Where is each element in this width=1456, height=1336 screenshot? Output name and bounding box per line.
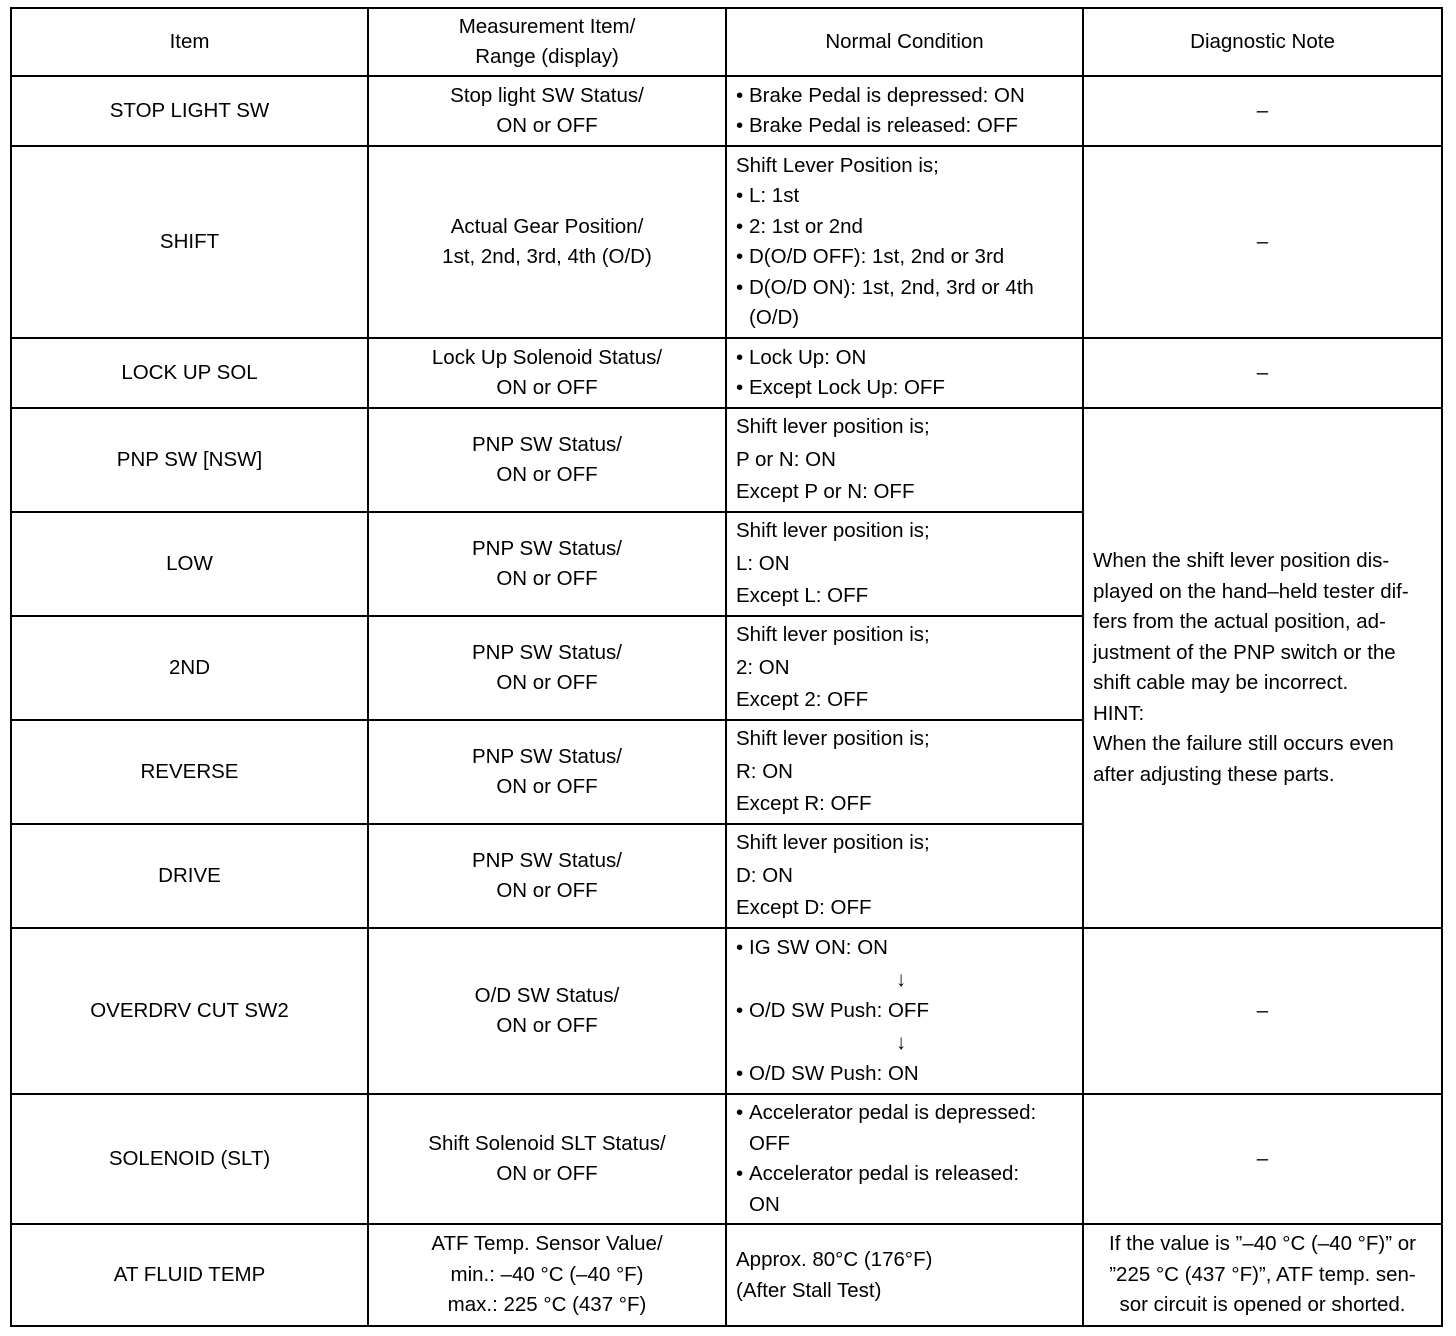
table-row (11, 338, 1442, 408)
bullet: • (736, 83, 744, 107)
header-measurement: Measurement Item/ Range (display) (368, 8, 726, 76)
header-diagnostic-note: Diagnostic Note (1083, 8, 1442, 76)
condition-cell: Approx. 80°C (176°F) (After Stall Test) (726, 1224, 1083, 1326)
bullet: • (736, 275, 744, 299)
bullet: • (736, 1062, 744, 1086)
note-cell: – (1083, 76, 1442, 146)
item-cell: REVERSE (11, 720, 368, 824)
note-cell: – (1083, 928, 1442, 1094)
measurement-cell: PNP SW Status/ ON or OFF (368, 720, 726, 824)
header-normal-condition: Normal Condition (726, 8, 1083, 76)
condition-cell: Shift lever position is; P or N: ON Except P or N: OFF (726, 408, 1083, 512)
table-row (11, 1224, 1442, 1326)
bullet: • (736, 345, 744, 369)
data-list-table (10, 7, 1443, 1327)
measurement-cell: Stop light SW Status/ ON or OFF (368, 76, 726, 146)
condition-cell: Shift Lever Position is; • L: 1st • 2: 1st or 2nd • D(O/D OFF): 1st, 2nd or 3rd • D(O/D ON): 1st, 2nd, 3rd or 4th (O/D) (726, 146, 1083, 338)
item-cell: SHIFT (11, 146, 368, 338)
bullet: • (736, 999, 744, 1023)
down-arrow-icon: ↓ (896, 967, 907, 991)
measurement-cell: PNP SW Status/ ON or OFF (368, 824, 726, 928)
table-row (11, 408, 1442, 512)
table-row (11, 76, 1442, 146)
item-cell: OVERDRV CUT SW2 (11, 928, 368, 1094)
pnp-group-note-cell: When the shift lever position dis- played on the hand–held tester dif- fers from the actual position, ad- justment of the PNP switch or the shift cable may be incorrect. HINT: When the failure still occurs even after adjusting these parts. (1083, 408, 1442, 928)
note-cell: – (1083, 146, 1442, 338)
bullet: • (736, 1101, 744, 1124)
measurement-cell: Actual Gear Position/ 1st, 2nd, 3rd, 4th (O/D) (368, 146, 726, 338)
bullet: • (736, 114, 744, 137)
note-cell: If the value is ”–40 °C (–40 °F)” or ”225 °C (437 °F)”, ATF temp. sen- sor circuit is opened or shorted. (1083, 1224, 1442, 1326)
measurement-cell: Lock Up Solenoid Status/ ON or OFF (368, 338, 726, 408)
measurement-cell: O/D SW Status/ ON or OFF (368, 928, 726, 1094)
note-cell: – (1083, 1094, 1442, 1224)
bullet: • (736, 245, 744, 268)
item-cell: PNP SW [NSW] (11, 408, 368, 512)
measurement-cell: Shift Solenoid SLT Status/ ON or OFF (368, 1094, 726, 1224)
item-cell: SOLENOID (SLT) (11, 1094, 368, 1224)
item-cell: LOCK UP SOL (11, 338, 368, 408)
item-cell: STOP LIGHT SW (11, 76, 368, 146)
table-row (11, 928, 1442, 1094)
condition-cell: • Lock Up: ON • Except Lock Up: OFF (726, 338, 1083, 408)
measurement-cell: ATF Temp. Sensor Value/ min.: –40 °C (–40 °F) max.: 225 °C (437 °F) (368, 1224, 726, 1326)
condition-cell: • IG SW ON: ON ↓ • O/D SW Push: OFF ↓ • O/D SW Push: ON (726, 928, 1083, 1094)
condition-cell: • Accelerator pedal is depressed: OFF • Accelerator pedal is released: ON (726, 1094, 1083, 1224)
header-item: Item (11, 8, 368, 76)
table-row (11, 146, 1442, 338)
condition-cell: Shift lever position is; L: ON Except L: OFF (726, 512, 1083, 616)
table-row (11, 1094, 1442, 1224)
item-cell: AT FLUID TEMP (11, 1224, 368, 1326)
condition-cell: Shift lever position is; D: ON Except D: OFF (726, 824, 1083, 928)
bullet: • (736, 936, 744, 960)
down-arrow-icon: ↓ (896, 1030, 907, 1054)
condition-cell: • Brake Pedal is depressed: ON • Brake Pedal is released: OFF (726, 76, 1083, 146)
bullet: • (736, 214, 744, 238)
bullet: • (736, 1162, 744, 1185)
bullet: • (736, 376, 744, 399)
measurement-cell: PNP SW Status/ ON or OFF (368, 512, 726, 616)
item-cell: DRIVE (11, 824, 368, 928)
item-cell: 2ND (11, 616, 368, 720)
header-row (11, 8, 1442, 76)
item-cell: LOW (11, 512, 368, 616)
bullet: • (736, 184, 744, 207)
note-cell: – (1083, 338, 1442, 408)
condition-cell: Shift lever position is; 2: ON Except 2: OFF (726, 616, 1083, 720)
measurement-cell: PNP SW Status/ ON or OFF (368, 408, 726, 512)
condition-cell: Shift lever position is; R: ON Except R: OFF (726, 720, 1083, 824)
measurement-cell: PNP SW Status/ ON or OFF (368, 616, 726, 720)
